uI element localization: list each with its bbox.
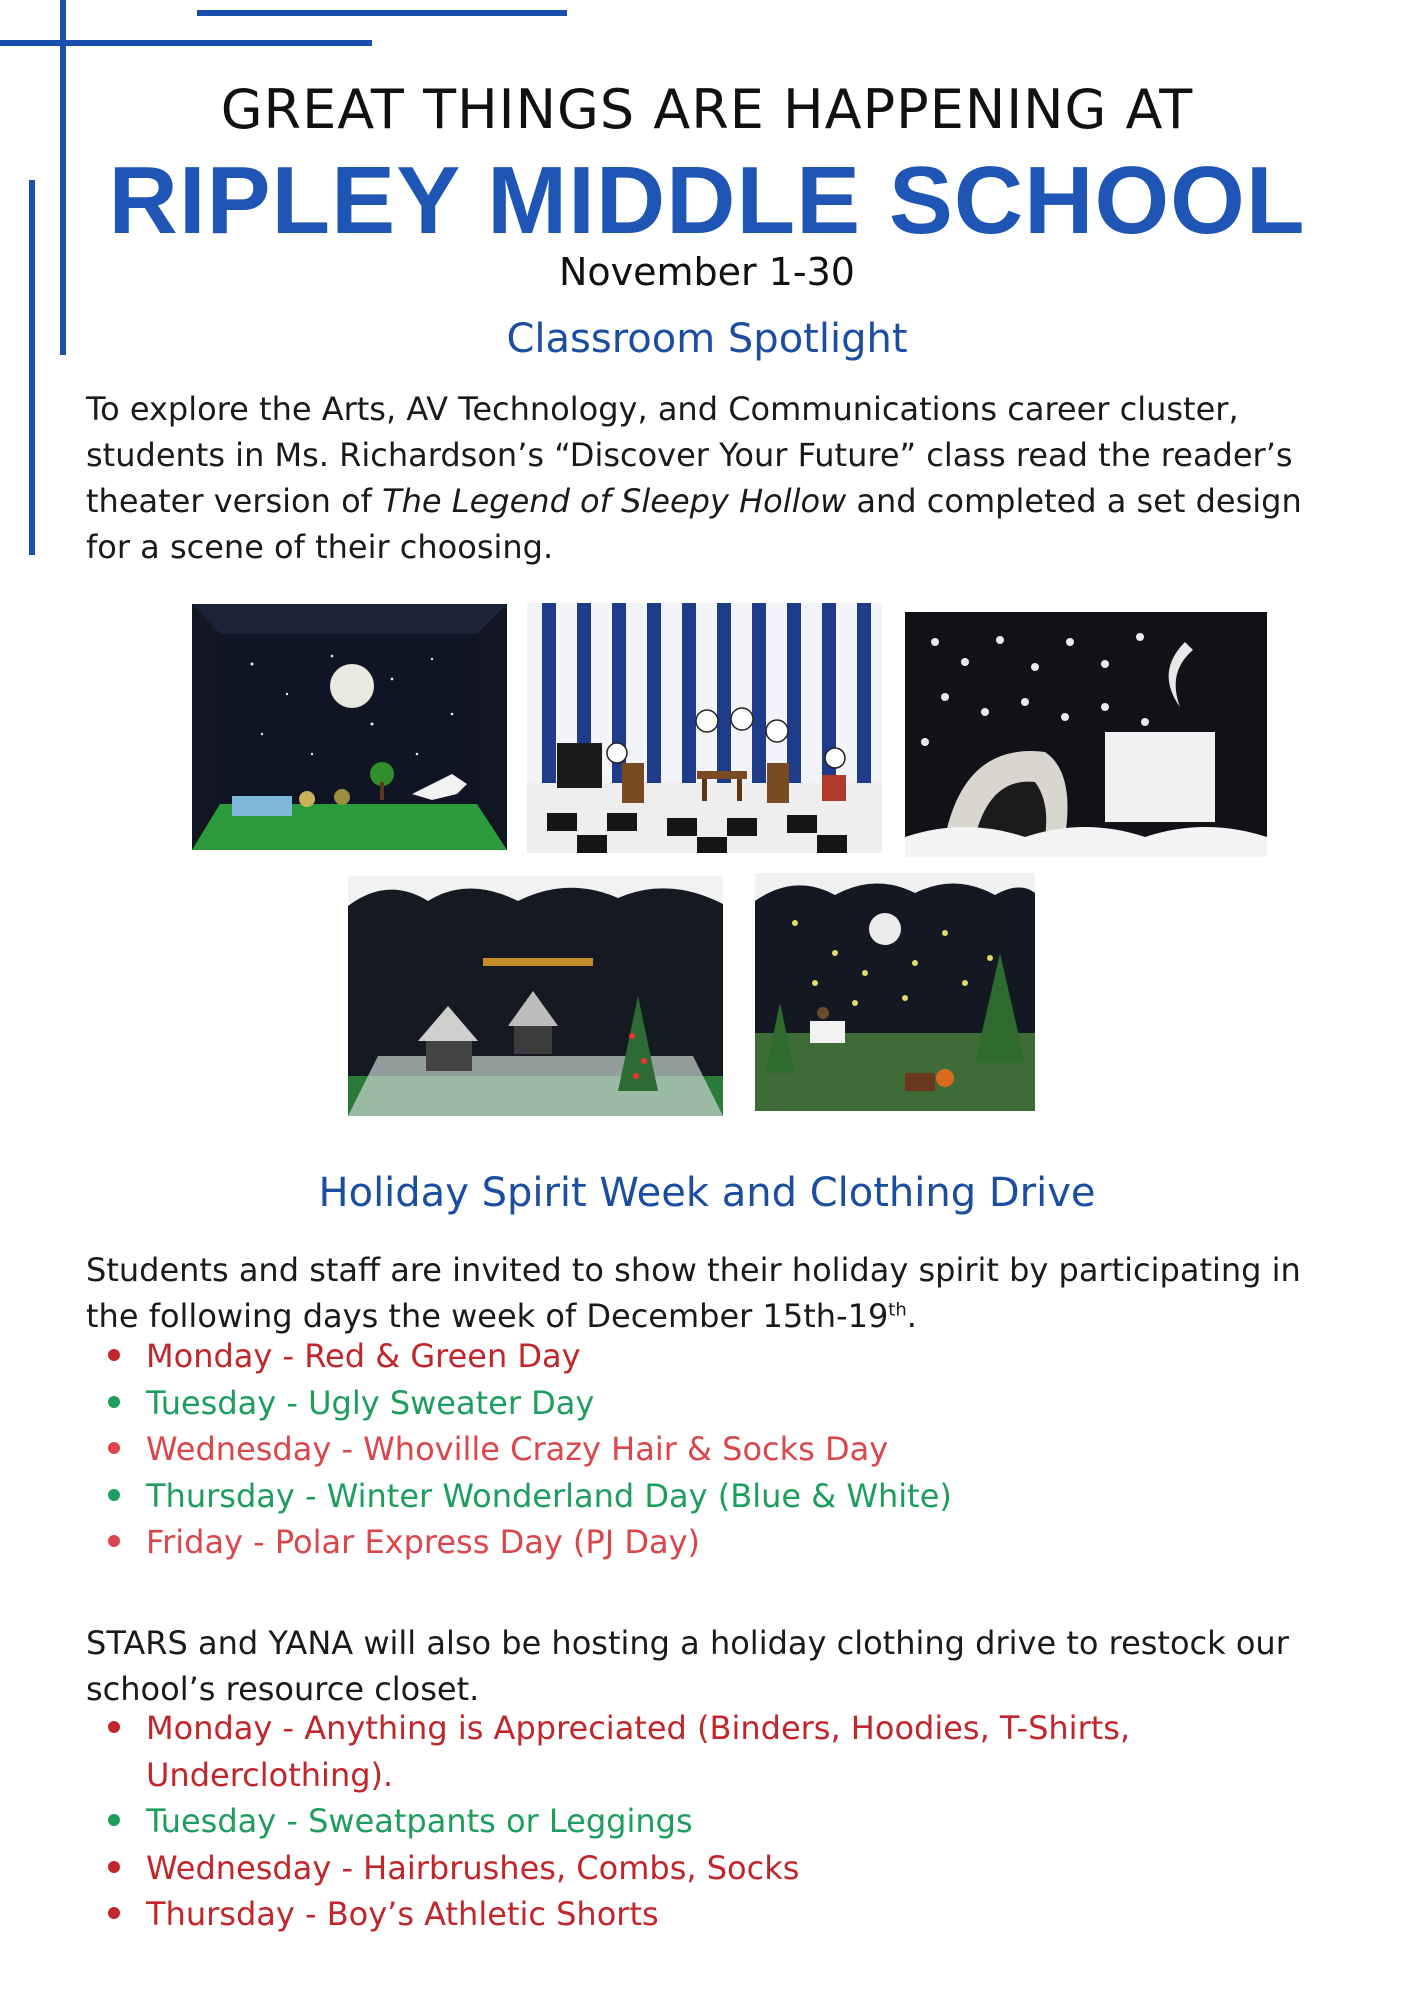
list-item-text: Wednesday - Hairbrushes, Combs, Socks	[146, 1848, 800, 1887]
decor-line-top-left	[0, 40, 372, 46]
list-item-text: Monday - Red & Green Day	[146, 1337, 581, 1375]
set-design-photo-1	[192, 604, 507, 850]
spotlight-paragraph	[86, 386, 1346, 570]
spotlight-text-start: To explore the Arts, AV Technology, and Communications career cluster, students in Ms. Richardson’s “Discover Your Future” class read the reader’s theater version of	[86, 390, 1293, 520]
spirit-week-text: Students and staff are invited to show their holiday spirit by participating in the following days the week of December 15th-19	[86, 1251, 1301, 1335]
spirit-week-paragraph	[86, 1247, 1346, 1339]
decor-line-top-long	[197, 10, 567, 16]
clothing-drive-paragraph: STARS and YANA will also be hosting a holiday clothing drive to restock our school’s resource closet.	[86, 1624, 1289, 1708]
bullet-icon	[108, 1442, 120, 1454]
book-title: The Legend of Sleepy Hollow	[382, 482, 847, 520]
list-item	[108, 1845, 1308, 1892]
list-item	[108, 1519, 1308, 1566]
bullet-icon	[108, 1396, 120, 1408]
header-kicker: GREAT THINGS ARE HAPPENING AT	[220, 78, 1194, 141]
bullet-icon	[108, 1349, 120, 1361]
list-item	[108, 1473, 1308, 1520]
list-item-text: Wednesday - Whoville Crazy Hair & Socks Day	[146, 1430, 889, 1468]
bullet-icon	[108, 1535, 120, 1547]
classroom-spotlight-title: Classroom Spotlight	[506, 316, 908, 362]
bullet-icon	[108, 1489, 120, 1501]
set-design-photo-5	[755, 873, 1035, 1111]
bullet-icon	[108, 1721, 120, 1733]
list-item	[108, 1798, 1308, 1845]
list-item-text: Tuesday - Sweatpants or Leggings	[146, 1802, 693, 1840]
set-design-photo-2	[527, 603, 882, 853]
set-design-photo-4	[348, 876, 723, 1116]
list-item	[108, 1333, 1308, 1380]
list-item-text: Friday - Polar Express Day (PJ Day)	[146, 1523, 700, 1561]
spirit-week-text-end: .	[906, 1297, 917, 1335]
list-item-text: Thursday - Boy’s Athletic Shorts	[146, 1895, 659, 1933]
bullet-icon	[108, 1861, 120, 1873]
spotlight-text-end: and completed a set design for a scene of their choosing.	[86, 482, 1302, 566]
bullet-icon	[108, 1814, 120, 1826]
clothing-drive-list	[108, 1705, 1308, 1938]
bullet-icon	[108, 1907, 120, 1919]
list-item-text: Thursday - Winter Wonderland Day (Blue & White)	[146, 1476, 952, 1515]
list-item	[108, 1891, 1308, 1938]
list-item-text: Tuesday - Ugly Sweater Day	[146, 1383, 595, 1422]
school-name: RIPLEY MIDDLE SCHOOL	[108, 147, 1306, 254]
newsletter-dates: November 1-30	[558, 250, 855, 294]
date-superscript: th	[888, 1299, 907, 1321]
list-item-text: Monday - Anything is Appreciated (Binders, Hoodies, T-Shirts, Underclothing).	[146, 1709, 1131, 1794]
holiday-spirit-title: Holiday Spirit Week and Clothing Drive	[318, 1170, 1096, 1216]
list-item	[108, 1426, 1308, 1473]
list-item	[108, 1705, 1308, 1798]
spirit-days-list	[108, 1333, 1308, 1566]
list-item	[108, 1380, 1308, 1427]
set-design-photo-3	[905, 612, 1267, 857]
